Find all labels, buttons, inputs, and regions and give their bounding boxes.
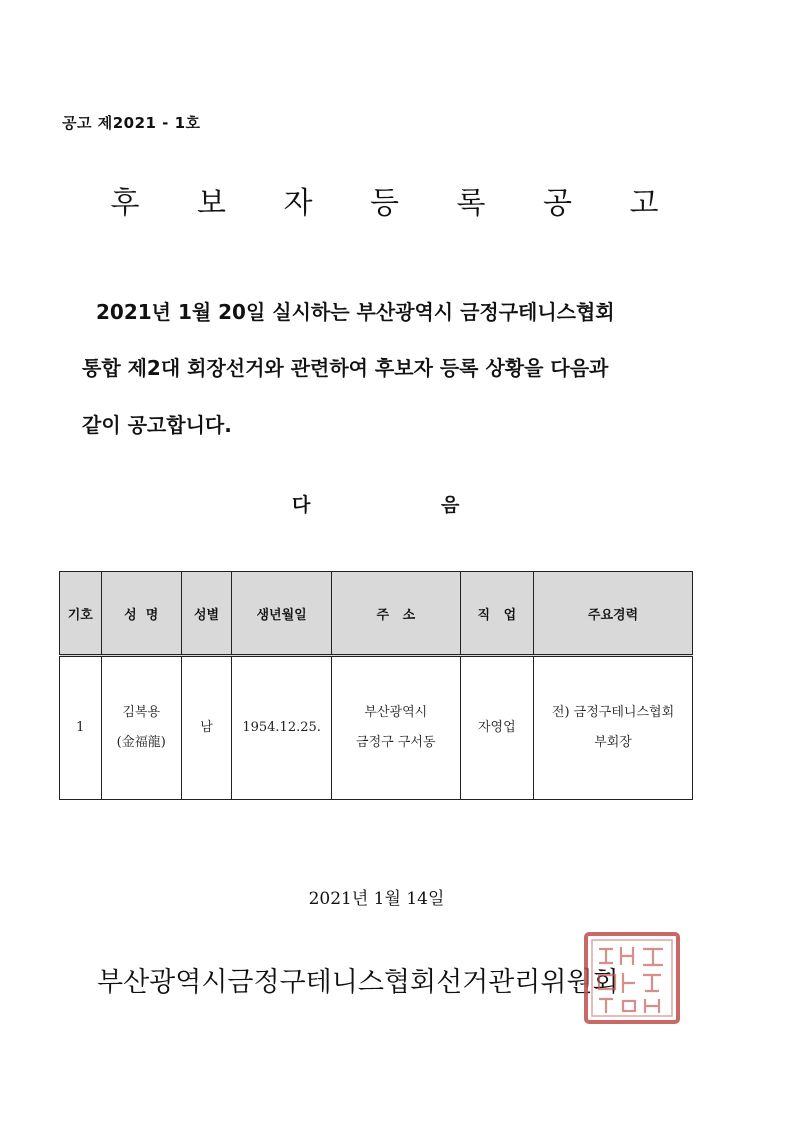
cell-birth-date: 1954.12.25.	[232, 656, 332, 800]
cell-gender: 남	[181, 656, 231, 800]
header-number: 기호	[60, 572, 102, 656]
cell-career	[534, 656, 693, 800]
address-line-1: 부산광역시	[364, 705, 428, 720]
career-line-1: 전) 금정구테니스협회	[551, 705, 675, 720]
official-seal-stamp	[583, 931, 681, 1025]
header-birth-date: 생년월일	[232, 572, 332, 656]
sub-heading-right: 음	[441, 494, 460, 516]
candidate-name-hanja: (金福龍)	[116, 735, 166, 750]
notice-number: 공고 제2021 - 1호	[62, 114, 201, 132]
body-text-line-1: 2021년 1월 20일 실시하는 부산광역시 금정구테니스협회	[96, 300, 615, 324]
body-text-line-2: 통합 제2대 회장선거와 관련하여 후보자 등록 상황을 다음과	[82, 356, 609, 380]
career-line-2: 부회장	[594, 735, 632, 750]
candidate-name-hangul: 김복용	[122, 705, 161, 720]
cell-number: 1	[60, 656, 102, 800]
committee-name: 부산광역시금정구테니스협회선거관리위원회	[97, 967, 619, 998]
cell-address	[331, 656, 460, 800]
header-occupation: 직 업	[460, 572, 533, 656]
body-text-line-3: 같이 공고합니다.	[82, 413, 232, 437]
header-gender: 성별	[181, 572, 231, 656]
header-career: 주요경력	[534, 572, 693, 656]
cell-occupation: 자영업	[460, 656, 533, 800]
table-header-row	[60, 572, 693, 656]
header-name: 성 명	[101, 572, 181, 656]
document-title: 후 보 자 등 록 공 고	[110, 186, 683, 221]
address-line-2: 금정구 구서동	[356, 735, 436, 750]
header-address: 주 소	[331, 572, 460, 656]
notice-date: 2021년 1월 14일	[308, 889, 445, 909]
cell-name	[101, 656, 181, 800]
sub-heading-left: 다	[292, 494, 311, 516]
candidate-table	[59, 571, 693, 800]
table-row	[60, 656, 693, 800]
